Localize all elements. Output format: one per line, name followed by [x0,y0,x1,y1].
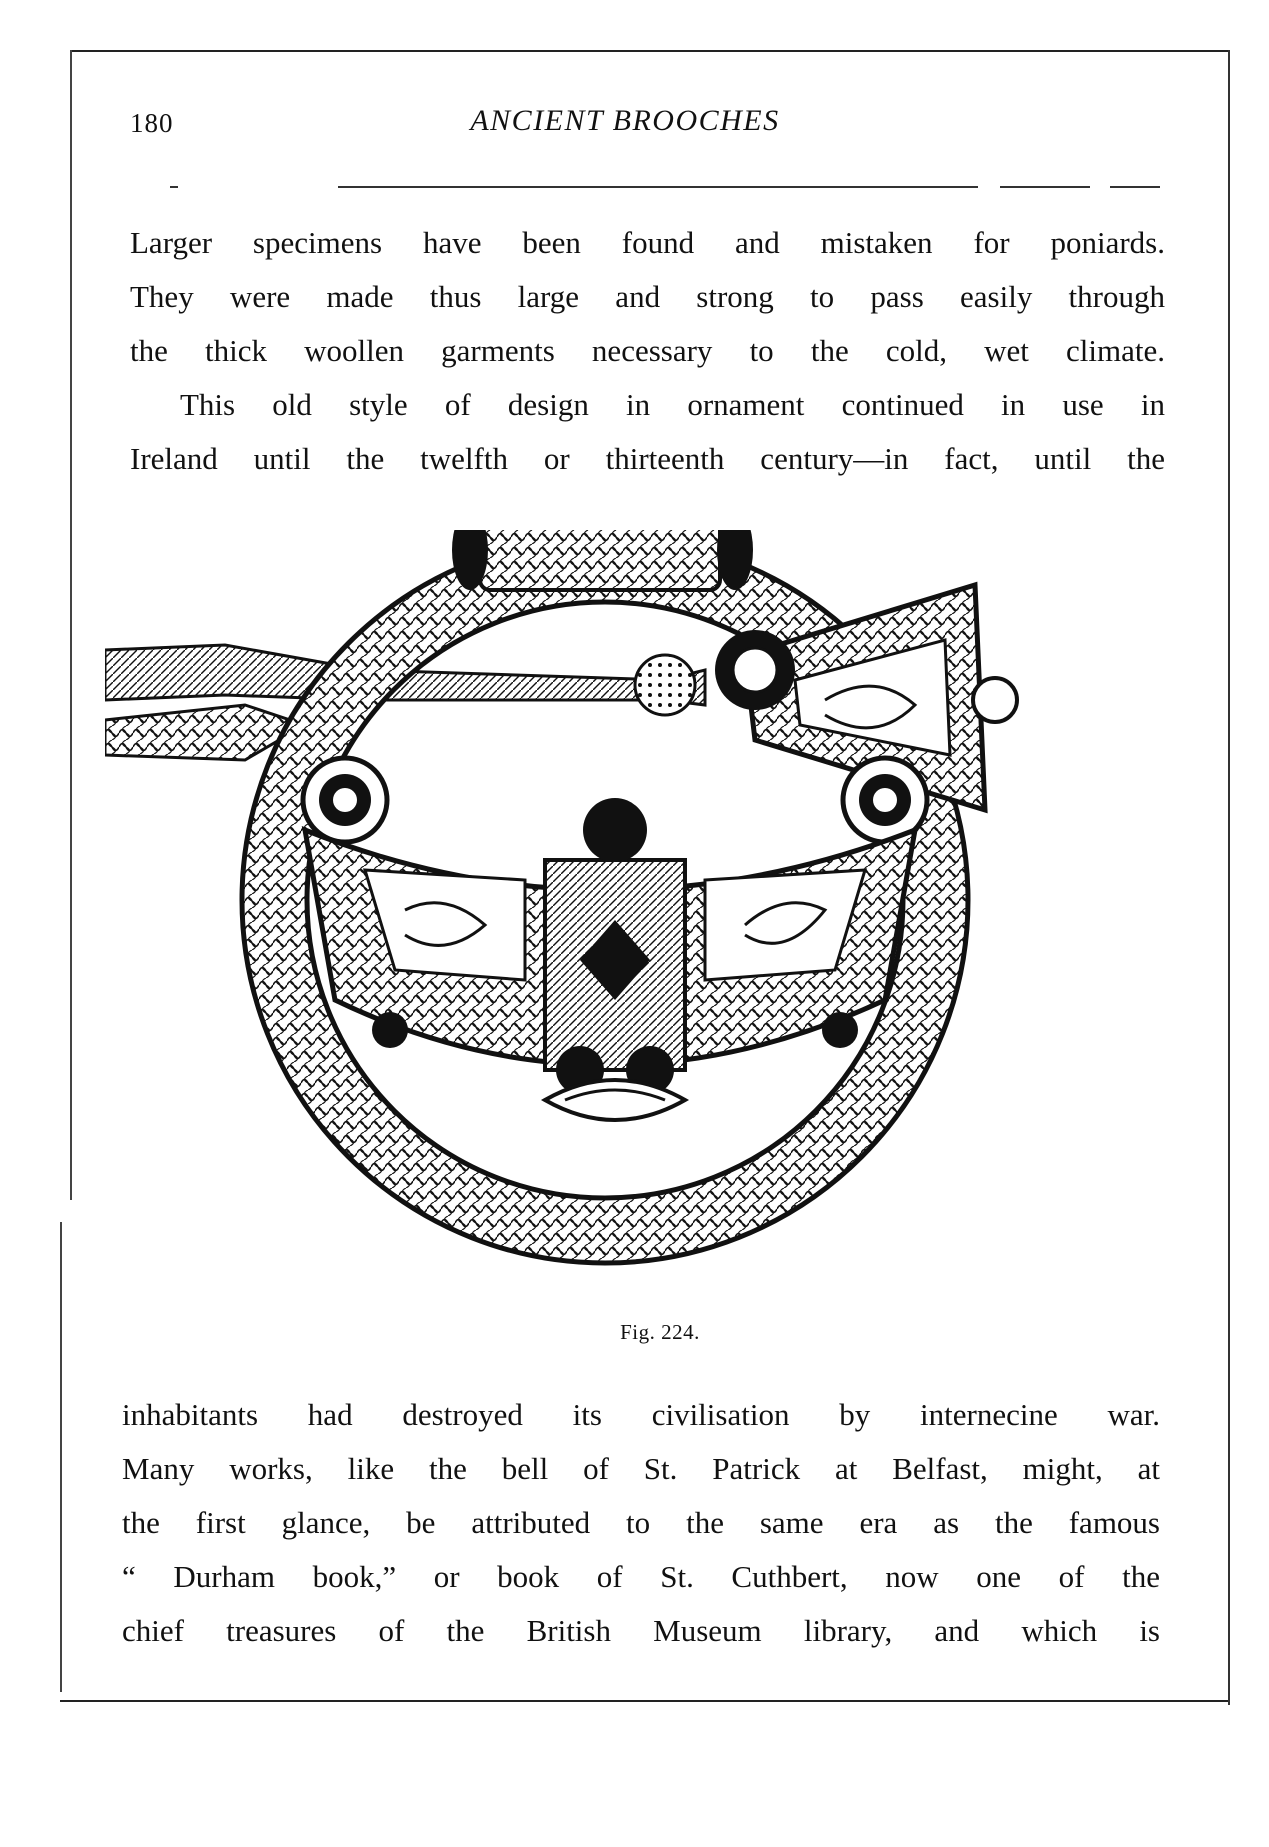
text-line: the thick woollen garments necessary to the cold, wet climate. [130,333,1165,368]
text-line: the first glance, be attributed to the same era as the famous [122,1505,1160,1540]
text-line: inhabitants had destroyed its civilisation by internecine war. [122,1397,1160,1432]
header-rule-segment [338,186,978,188]
page-number: 180 [130,108,174,138]
header-rule-segment [1110,186,1160,188]
scan-frame-bottom [60,1700,1228,1702]
header-rule-segment [170,186,178,188]
running-title: ANCIENT BROOCHES [470,104,780,137]
scan-frame-left [70,50,72,1200]
scan-frame-top [70,50,1228,52]
scan-frame-left-lower [60,1222,62,1692]
text-line: They were made thus large and strong to pass easily through [130,279,1165,314]
figure-caption: Fig. 224. [620,1320,700,1344]
text-line: Ireland until the twelfth or thirteenth century—in fact, until the [130,441,1165,476]
text-line: chief treasures of the British Museum library, and which is [122,1613,1160,1648]
text-line: Larger specimens have been found and mistaken for poniards. [130,225,1165,260]
text-line: This old style of design in ornament continued in use in [180,387,1165,422]
text-line: Many works, like the bell of St. Patrick at Belfast, might, at [122,1451,1160,1486]
brooch-illustration-svg [105,530,1180,1310]
body-text-top [130,216,1165,486]
body-text-bottom [122,1388,1160,1658]
scan-frame-right [1228,50,1230,1705]
brooch-illustration [105,530,1180,1310]
text-line: “ Durham book,” or book of St. Cuthbert, now one of the [122,1559,1160,1594]
header-rule-segment [1000,186,1090,188]
